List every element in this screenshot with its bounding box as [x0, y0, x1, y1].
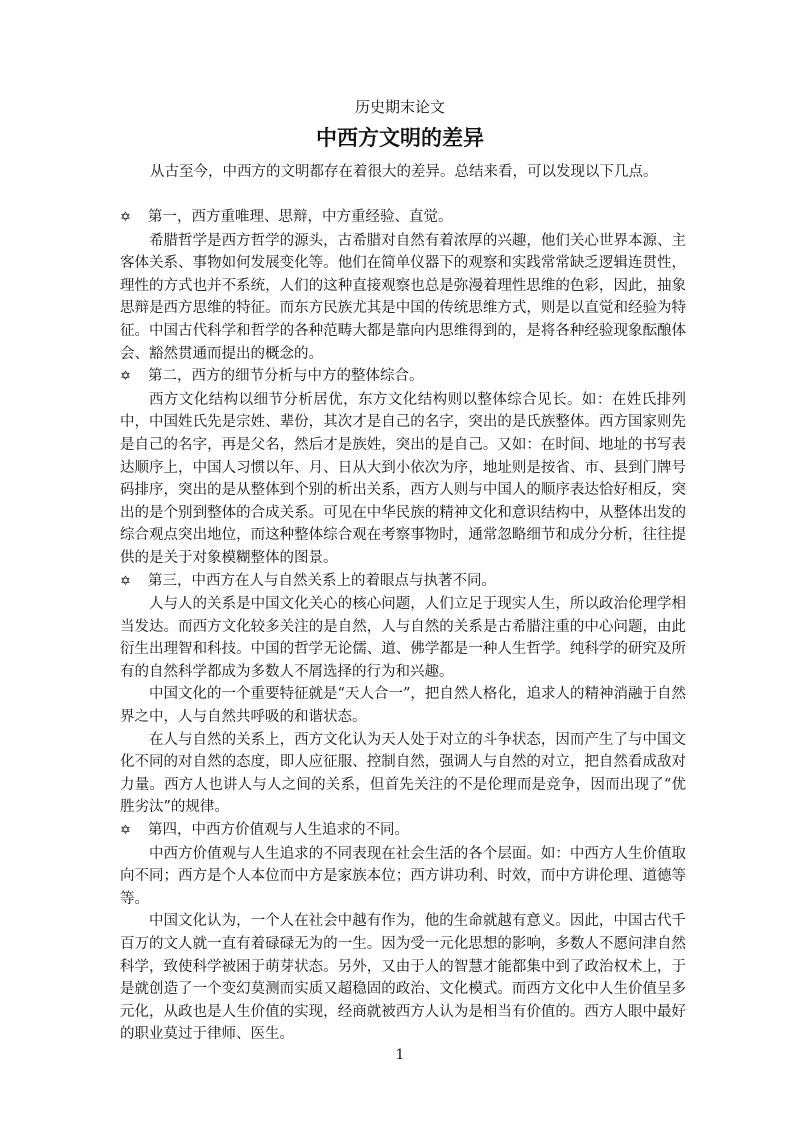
- star-bullet-icon: ✡: [120, 573, 131, 589]
- document-label: 历史期末论文: [354, 98, 445, 116]
- section-heading: [120, 365, 686, 389]
- section-heading-text: 第三，中西方在人与自然关系上的着眼点与执著不同。: [148, 572, 496, 589]
- body-paragraph: 中西方价值观与人生追求的不同表现在社会生活的各个层面。如：中西方人生价值取向不同；西方是个人本位而中方是家族本位；西方讲功利、时效，而中方讲伦理、道德等等。: [120, 845, 686, 907]
- body-paragraph: 中国文化的一个重要特征就是“天人合一”，把自然人格化，追求人的精神消融于自然界之中，人与自然共呼吸的和谐状态。: [120, 686, 686, 726]
- document-body: [120, 206, 686, 1046]
- section-heading-text: 第一，西方重唯理、思辩，中方重经验、直觉。: [148, 209, 453, 225]
- document-title: 中西方文明的差异: [316, 125, 484, 150]
- section-heading-text: 第四，中西方价值观与人生追求的不同。: [148, 822, 409, 839]
- body-paragraph: 中国文化认为，一个人在社会中越有作为，他的生命就越有意义。因此，中国古代千百万的文人就一直有着碌碌无为的一生。因为受一元化思想的影响，多数人不愿问津自然科学，致使科学被困于萌芽状态。另外，又由于人的智慧才能都集中到了政治权术上，于是就创造了一个变幻莫测而实质又超稳固的政治、文化模式。而西方文化中人生价值呈多元化，从政也是人生价值的实现，经商就被西方人认为是相当有价值的。西方人眼中最好的职业莫过于律师、医生。: [120, 913, 686, 1043]
- intro-paragraph: 从古至今，中西方的文明都存在着很大的差异。总结来看，可以发现以下几点。: [150, 164, 658, 180]
- section-heading: [120, 819, 686, 843]
- body-paragraph: 希腊哲学是西方哲学的源头，古希腊对自然有着浓厚的兴趣，他们关心世界本源、主客体关系、事物如何发展变化等。他们在简单仪器下的观察和实践常常缺乏逻辑连贯性，理性的方式也并不系统，人们的这种直接观察也总是弥漫着理性思维的色彩，因此，抽象思辩是西方思维的特征。而东方民族尤其是中国的传统思维方式，则是以直觉和经验为特征。中国古代科学和哲学的各种范畴大都是靠向内思维得到的，是将各种经验现象酝酿体会、豁然贯通而提出的概念的。: [120, 232, 686, 362]
- section-heading: [120, 570, 686, 594]
- star-bullet-icon: ✡: [120, 210, 131, 225]
- body-paragraph: 人与人的关系是中国文化关心的核心问题，人们立足于现实人生，所以政治伦理学相当发达。而西方文化较多关注的是自然，人与自然的关系是古希腊注重的中心问题，由此衍生出理智和科技。中国的哲学无论儒、道、佛学都是一种人生哲学。纯科学的研究及所有的自然科学都成为多数人不屑选择的行为和兴趣。: [120, 596, 686, 680]
- section-heading: [120, 206, 686, 230]
- star-bullet-icon: ✡: [120, 823, 131, 839]
- star-bullet-icon: ✡: [120, 369, 131, 385]
- body-paragraph: 西方文化结构以细节分析居优，东方文化结构则以整体综合见长。如：在姓氏排列中，中国姓氏先是宗姓、辈份，其次才是自己的名字，突出的是氏族整体。西方国家则先是自己的名字，再是父名，然后才是族姓，突出的是自己。又如：在时间、地址的书写表达顺序上，中国人习惯以年、月、日从大到小依次为序，地址则是按省、市、县到门牌号码排序，突出的是从整体到个别的析出关系，西方人则与中国人的顺序表达恰好相反，突出的是个别到整体的合成关系。可见在中华民族的精神文化和意识结构中，从整体出发的综合观点突出地位，而这种整体综合观在考察事物时，通常忽略细节和成分分析，往往提供的是关于对象模糊整体的图景。: [120, 391, 686, 566]
- section-heading-text: 第二，西方的细节分析与中方的整体综合。: [148, 368, 424, 385]
- page-number: 1: [395, 1047, 405, 1063]
- body-paragraph: 在人与自然的关系上，西方文化认为天人处于对立的斗争状态，因而产生了与中国文化不同的对自然的态度，即人应征服、控制自然，强调人与自然的对立，把自然看成敌对力量。西方人也讲人与人之间的关系，但首先关注的不是伦理而是竞争，因而出现了“优胜劣汰”的规律。: [120, 731, 686, 816]
